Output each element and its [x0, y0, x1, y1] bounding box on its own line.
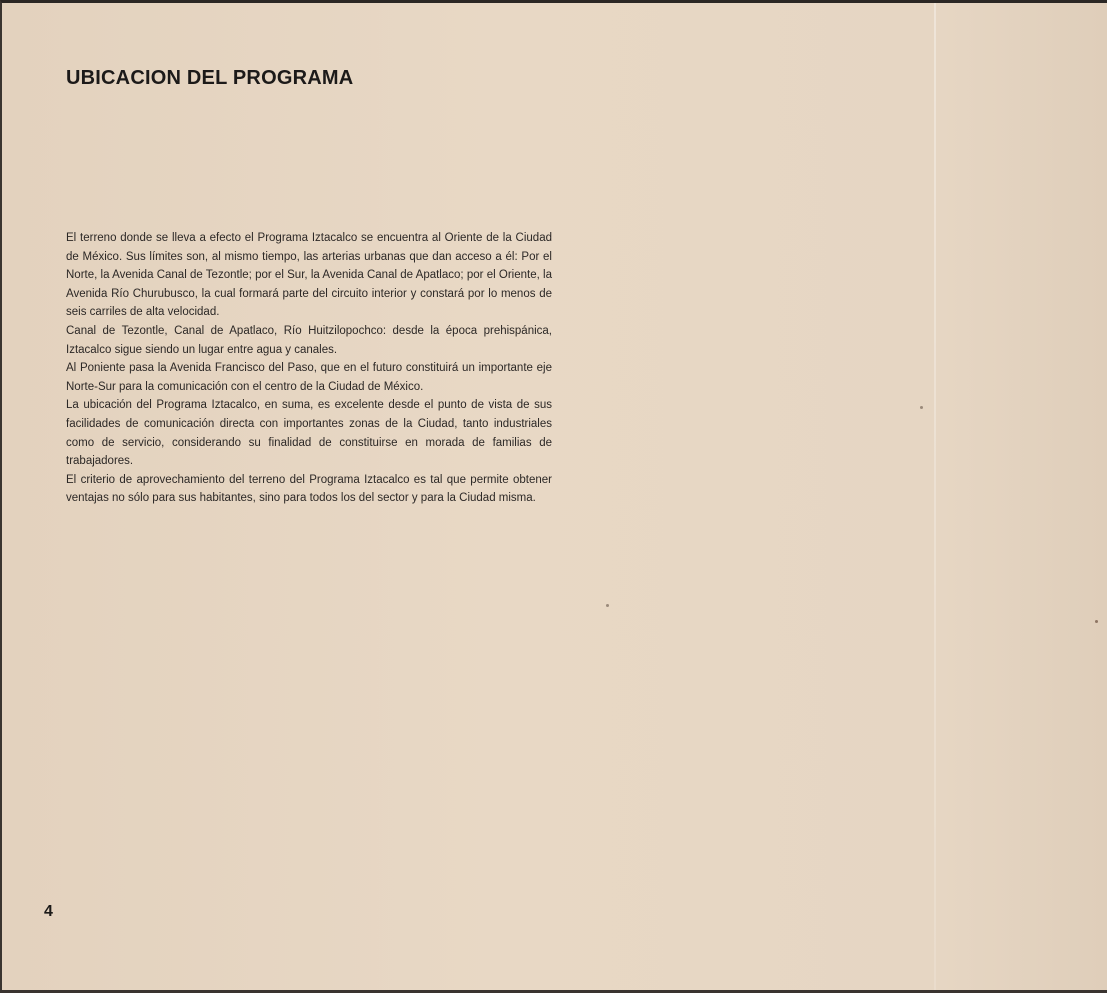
paragraph-1: El terreno donde se lleva a efecto el Programa Iztacalco se encuentra al Oriente de la Ciudad de México. Sus límites son, al mismo tiempo, las arterias urbanas que dan acceso a él: Por el Norte, la Avenida Canal de Tezontle; por el Sur, la Avenida Canal de Apatlaco; por el Oriente, la Avenida Río Churubusco, la cual formará parte del circuito interior y constará por lo menos de seis carriles de alta velocidad.: [66, 232, 552, 319]
section-title: UBICACION DEL PROGRAMA: [66, 67, 354, 89]
paragraph-3: Al Poniente pasa la Avenida Francisco del Paso, que en el futuro constituirá un importante eje Norte-Sur para la comunicación con el centro de la Ciudad de México.: [66, 362, 552, 393]
paper-speck: [606, 604, 609, 607]
paper-speck: [1095, 620, 1098, 623]
page-number: 4: [44, 903, 53, 920]
body-text: [66, 229, 552, 508]
paragraph-5: El criterio de aprovechamiento del terreno del Programa Iztacalco es tal que permite obtener ventajas no sólo para sus habitantes, sino para todos los del sector y para la Ciudad misma.: [66, 473, 552, 505]
paragraph-4: La ubicación del Programa Iztacalco, en suma, es excelente desde el punto de vista de sus facilidades de comunicación directa con importantes zonas de la Ciudad, tanto industriales como de servicio, considerando su finalidad de constituirse en morada de familias de trabajadores.: [66, 399, 552, 468]
page-fold-line: [934, 3, 936, 993]
paragraph-2: Canal de Tezontle, Canal de Apatlaco, Río Huitzilopochco: desde la época prehispánica, Iztacalco sigue siendo un lugar entre agua y canales.: [66, 324, 552, 356]
paper-speck: [920, 406, 923, 409]
